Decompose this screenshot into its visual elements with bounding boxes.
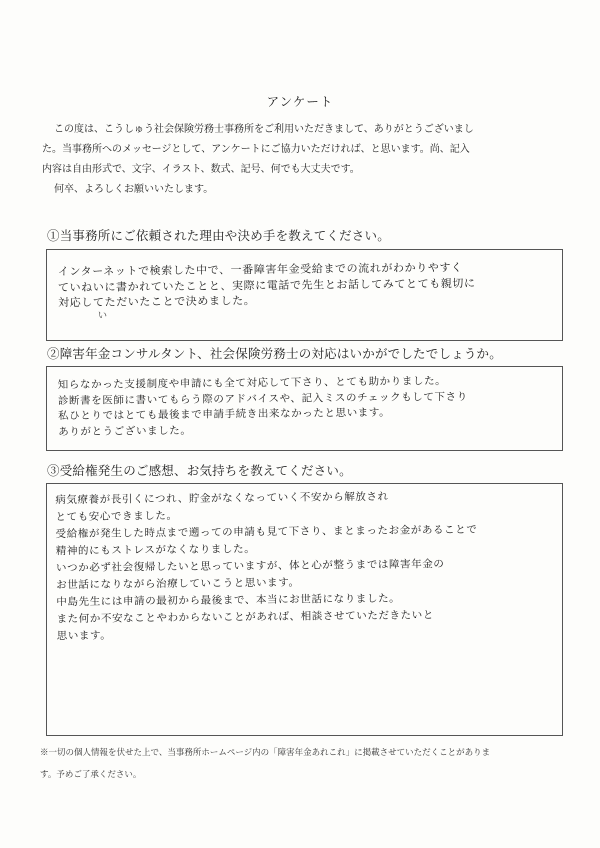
answer-2-line-4: ありがとうございました。 [58, 424, 192, 438]
answer-2-line-3: 私ひとりではとても最後まで申請手続き出来なかったと思います。 [58, 406, 391, 423]
question-2-label: ②障害年金コンサルタント、社会保険労務士の対応はいかがでしたでしょうか。 [47, 346, 502, 361]
privacy-note [40, 742, 570, 786]
answer-3-line-4: 精神的にもストレスがなくなりました。 [55, 543, 256, 558]
answer-3-line-8: また何か不安なことやわからないことがあれば、相談させていただきたいと [56, 609, 434, 626]
question-3-label: ③受給権発生のご感想、お気持ちを教えてください。 [47, 463, 352, 478]
answer-3-line-9: 思います。 [56, 629, 112, 643]
question-1-label: ①当事務所にご依頼された理由や決め手を教えてください。 [47, 228, 390, 243]
answer-3-line-2: とても安心できました。 [55, 509, 178, 524]
answer-3-line-6: お世話になりながら治療していこうと思います。 [56, 576, 300, 592]
answer-2-text [58, 374, 468, 440]
answer-1-insert-mark: い [98, 311, 108, 321]
answer-1-line-3: 対応してただいたことで決めました。 [58, 294, 256, 310]
answer-1-line-1: インターネットで検索した中で、一番障害年金受給までの流れがわかりやすく [57, 260, 463, 279]
intro-line-3: 内容は自由形式で、文字、イラスト、数式、記号、何でも大丈夫です。 [42, 164, 360, 175]
answer-3-text [55, 488, 478, 645]
privacy-note-line-1: ※一切の個人情報を伏せた上で、当事務所ホームページ内の「障害年金あれこれ」に掲載させていただくことがありま [40, 748, 491, 758]
intro-line-2: た。当事務所へのメッセージとして、アンケートにご協力いただければ、と思います。尚、記入 [42, 144, 470, 155]
answer-2-line-1: 知らなかった支援制度や申請にも全て対応して下さり、とても助かりました。 [57, 375, 447, 392]
intro-text [42, 120, 562, 200]
answer-3-line-1: 病気療養が長引くにつれ、貯金がなくなっていく不安から解放され [55, 490, 389, 507]
page-title: アンケート [266, 94, 334, 109]
answer-3-line-3: 受給権が発生した時点まで遡っての申請も見て下さり、まとまったお金があることで [55, 523, 478, 541]
answer-1-line-2: ていねいに書かれていたことと、実際に電話で先生とお話してみてとても親切に [57, 276, 476, 294]
answer-3-line-5: いつか必ず社会復帰したいと思っていますが、体と心が整うまでは障害年金の [55, 558, 445, 575]
privacy-note-line-2: す。予めご了承ください。 [40, 770, 142, 780]
answer-1-text [58, 260, 476, 311]
answer-3-line-7: 中島先生には申請の最初から最後まで、本当にお世話になりました。 [56, 592, 401, 609]
intro-line-4: 何卒、よろしくお願いいたします。 [54, 184, 214, 195]
answer-2-line-2: 診断書を医師に書いてもらう際のアドバイスや、記入ミスのチェックもして下さり [57, 390, 468, 407]
intro-line-1: この度は、こうしゅう社会保険労務士事務所をご利用いただきまして、ありがとうございまし [54, 124, 474, 135]
